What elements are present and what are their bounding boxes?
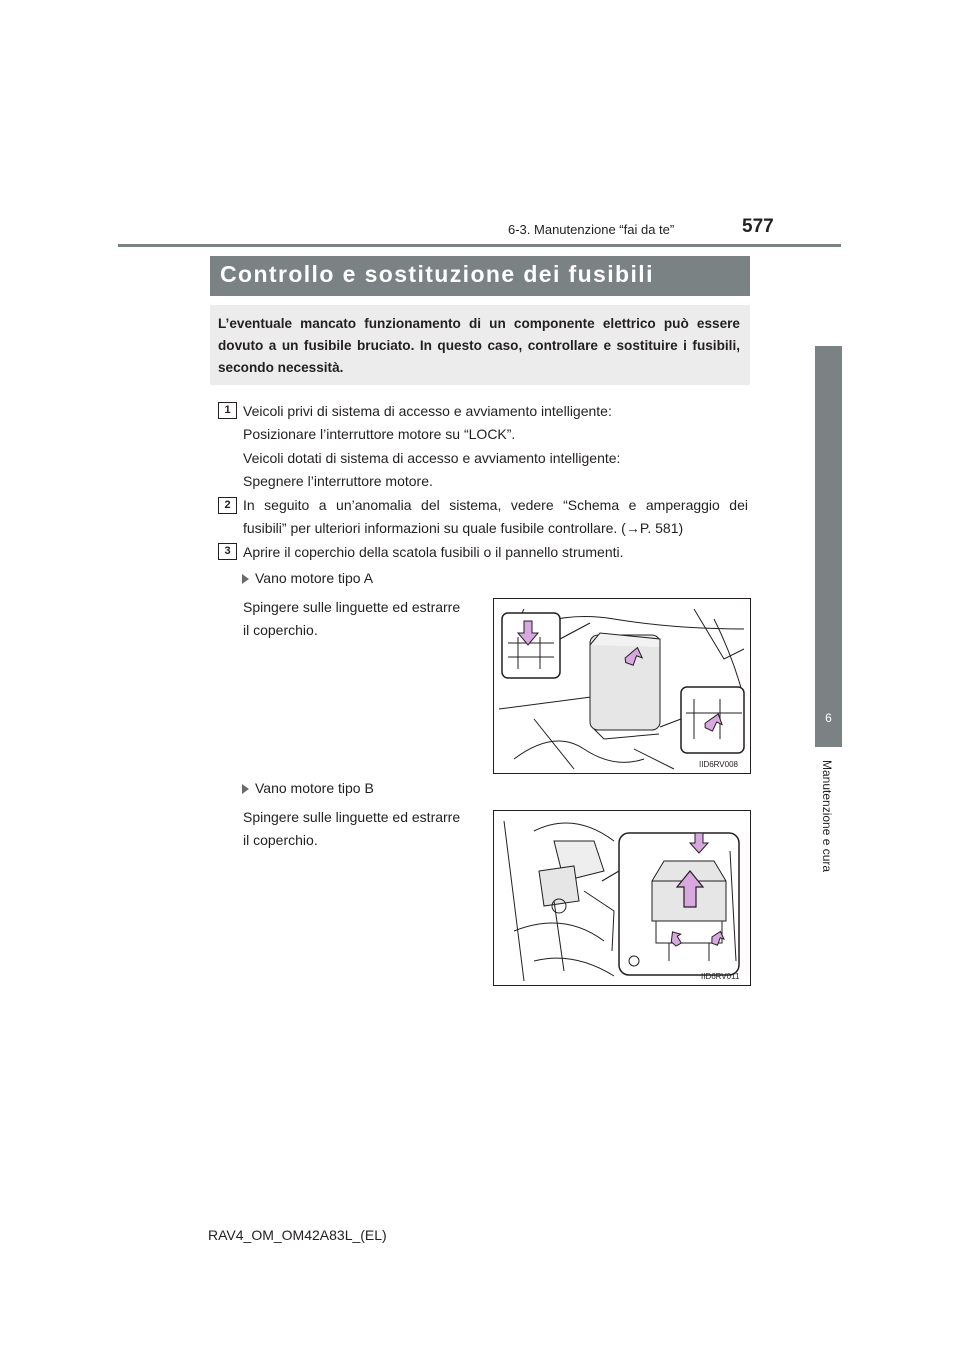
intro-box bbox=[210, 305, 750, 385]
subsection-a-heading-text: Vano motore tipo A bbox=[255, 570, 374, 586]
page-title: Controllo e sostituzione dei fusibili bbox=[220, 261, 654, 287]
step-1-line-1: Veicoli privi di sistema di accesso e avviamento intelligente: bbox=[243, 403, 612, 419]
subsection-b-text-1: Spingere sulle linguette ed estrarre bbox=[243, 809, 461, 825]
figure-a-code: IID6RV008 bbox=[699, 760, 738, 769]
subsection-b-heading bbox=[242, 780, 374, 796]
page-number: 577 bbox=[742, 216, 774, 237]
engine-compartment-b-illustration bbox=[494, 811, 750, 985]
step-2-line-1: In seguito a un’anomalia del sistema, vedere “Schema e amperaggio dei bbox=[243, 497, 748, 513]
chapter-title bbox=[798, 760, 858, 880]
title-bar bbox=[210, 256, 750, 296]
subsection-a-text-1: Spingere sulle linguette ed estrarre bbox=[243, 599, 461, 615]
bullet-triangle-icon bbox=[242, 784, 249, 794]
step-2-line-2: fusibili” per ulteriori informazioni su quale fusibile controllare. (→P. 581) bbox=[243, 520, 684, 536]
step-1-line-4: Spegnere l’interruttore motore. bbox=[243, 473, 433, 489]
figure-engine-compartment-a bbox=[493, 598, 751, 774]
subsection-a-text-2: il coperchio. bbox=[243, 622, 318, 638]
header-rule bbox=[118, 244, 841, 247]
chapter-number: 6 bbox=[815, 689, 842, 747]
step-1-line-3: Veicoli dotati di sistema di accesso e avviamento intelligente: bbox=[243, 450, 621, 466]
section-header: 6-3. Manutenzione “fai da te” bbox=[508, 222, 675, 237]
subsection-b-heading-text: Vano motore tipo B bbox=[255, 780, 374, 796]
step-3-line-1: Aprire il coperchio della scatola fusibili o il pannello strumenti. bbox=[243, 544, 624, 560]
figure-b-code: IID6RV011 bbox=[701, 972, 740, 981]
chapter-tab-bar bbox=[815, 346, 842, 689]
bullet-triangle-icon bbox=[242, 574, 249, 584]
step-1-line-2: Posizionare l’interruttore motore su “LOCK”. bbox=[243, 426, 516, 442]
intro-text: L’eventuale mancato funzionamento di un componente elettrico può essere dovuto a un fusibile bruciato. In questo caso, controllare e sostituire i fusibili, secondo necessità. bbox=[218, 316, 740, 375]
chapter-title-text: Manutenzione e cura bbox=[820, 760, 834, 873]
figure-engine-compartment-b bbox=[493, 810, 751, 986]
subsection-a-heading bbox=[242, 570, 373, 586]
step-number-2: 2 bbox=[218, 497, 237, 514]
document-code: RAV4_OM_OM42A83L_(EL) bbox=[208, 1227, 387, 1243]
subsection-b-text-2: il coperchio. bbox=[243, 832, 318, 848]
engine-compartment-a-illustration bbox=[494, 599, 750, 773]
step-number-1: 1 bbox=[218, 402, 237, 419]
step-number-3: 3 bbox=[218, 543, 237, 560]
